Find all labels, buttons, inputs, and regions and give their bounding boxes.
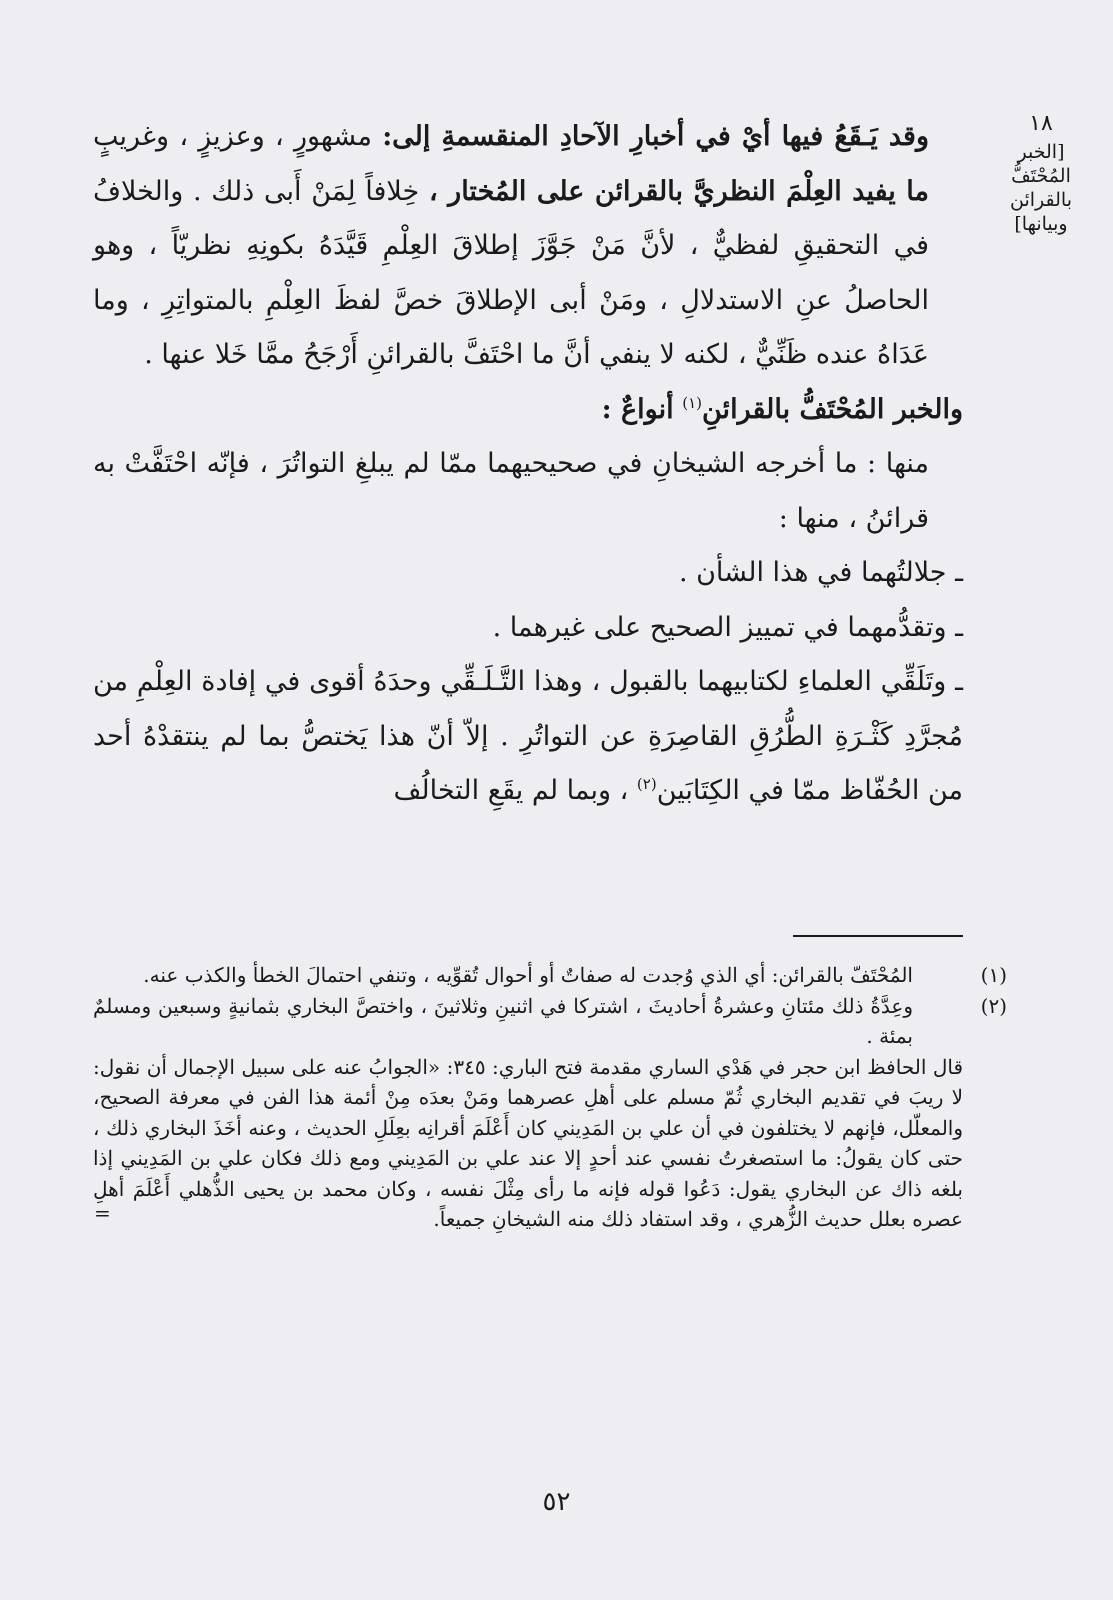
bullet-1: ـ جلالتُهما في هذا الشأن .: [678, 557, 963, 588]
bullet-3: [93, 655, 963, 819]
footnote-1-number: (١): [980, 963, 1007, 987]
paragraph-1-list: مشهورٍ ، وعزيزٍ ، وغريبٍ: [93, 121, 372, 152]
margin-note: [999, 112, 1083, 236]
subheading: [93, 383, 963, 438]
footnote-1: [93, 960, 1007, 991]
page-number: ٥٢: [542, 1487, 571, 1517]
subheading-end: أنواعٌ :: [601, 393, 674, 425]
paragraph-1-rest: خِلافاً لِمَنْ أَبى ذلك . والخلافُ في التحقيقِ لفظيٌّ ، لأنَّ مَنْ جَوَّزَ إطلاقَ العِلْمِ قَيَّدَهُ بكونِهِ نظريّاً ، وهو الحاصلُ عنِ الاستدلالِ ، ومَنْ أبى الإطلاقَ خصَّ لفظَ العِلْمِ بالمتواتِرِ ، وما عَدَاهُ عنده ظَنِّيٌّ ، لكنه لا ينفي أنَّ ما احْتَفَّ بالقرائنِ أَرْجَحُ ممَّا خَلا عنها .: [93, 175, 929, 370]
subheading-start: والخبر المُحْتَفُّ بالقرائنِ: [702, 393, 963, 425]
footnote-quote: قال الحافظ ابن حجر في هَدْي الساري مقدمة فتح الباري: ٣٤٥: «الجوابُ عنه على سبيل الإجمال أن نقول: لا ريبَ في تقديم البخاري ثُمّ مسلم على أهلِ عصرهما ومَنْ بعدَه مِنْ أئمة هذا الفن في معرفة الصحيح، والمعلّل، فإنهم لا يختلفون في أن علي بن المَدِيني كان أَعْلَمَ أقرانِه بعِلَلِ الحديث ، وعنه أخَذَ البخاري ذلك ، حتى كان يقولُ: ما استصغرتُ نفسي عند أحدٍ إلا عند علي بن المَدِيني ومع ذلك فكان علي بن المَدِيني إذا بلغه ذاك عن البخاري يقول: دَعُوا قوله فإنه ما رأى مِثْلَ نفسه ، وكان محمد بن يحيى الذُّهلي أَعْلَمَ أهلِ عصره بعلل حديث الزُّهري ، وقد استفاد ذلك منه الشيخانِ جميعاً.: [93, 1054, 964, 1231]
section-number: ١٨: [1029, 111, 1053, 136]
bullet-3-text: ـ وتَلَقِّي العلماءِ لكتابيهما بالقبول ، وهذا التَّـلَـقِّي وحدَهُ أقوى في إفادة العِلْمِ من مُجرَّدِ كَثْـرَةِ الطُّرُقِ القاصِرَةِ عن التواتُرِ . إلاّ أنّ هذا يَختصُّ بما لم ينتقدْهُ أحد من الحُفّاظ ممّا في الكِتَابَين: [93, 666, 963, 806]
bullet-3-end: ، وبما لم يقَعِ التخالُف: [393, 775, 629, 806]
footnotes: [93, 960, 1007, 1235]
main-text: [93, 110, 963, 819]
footnote-2-number: (٢): [980, 993, 1007, 1018]
paragraph-1-emphasis: ما يفيد العِلْمَ النظريَّ بالقرائن على المُختار ،: [428, 175, 929, 207]
footnote-ref-1[interactable]: (١): [682, 393, 702, 412]
footnote-2: [93, 991, 1007, 1052]
footnote-ref-2[interactable]: (٢): [636, 775, 657, 793]
footnote-2-text: وعِدَّةُ ذلك مئتانِ وعشرةُ أحاديثَ ، اشتركا في اثنينِ وثلاثينَ ، واختصَّ البخاري بثمانيةٍ وسبعين ومسلمٌ بمئة .: [93, 993, 913, 1048]
paragraph-2: منها : ما أخرجه الشيخانِ في صحيحيهما ممّا لم يبلغِ التواتُرَ ، فإنّه احْتَفَّتْ به قرائنُ ، منها :: [93, 448, 930, 534]
footnote-divider: [793, 935, 963, 937]
paragraph-1: [93, 110, 963, 383]
section-heading: [الخبر المُحْتَفُّ بالقرائن وبيانها]: [1010, 141, 1072, 235]
footnote-1-text: المُحْتَفّ بالقرائن: أي الذي وُجدت له صفاتٌ أو أحوال تُقوِّيه ، وتنفي احتمالَ الخطأ والكذب عنه.: [143, 963, 913, 987]
continuation-mark: =: [94, 1201, 111, 1225]
paragraph-1-lead: وقد يَـقَعُ فيها أيْ في أخبارِ الآحادِ المنقسمةِ إلى:: [382, 121, 929, 152]
bullet-2: ـ وتقدُّمهما في تمييز الصحيح على غيرهما .: [492, 611, 963, 643]
